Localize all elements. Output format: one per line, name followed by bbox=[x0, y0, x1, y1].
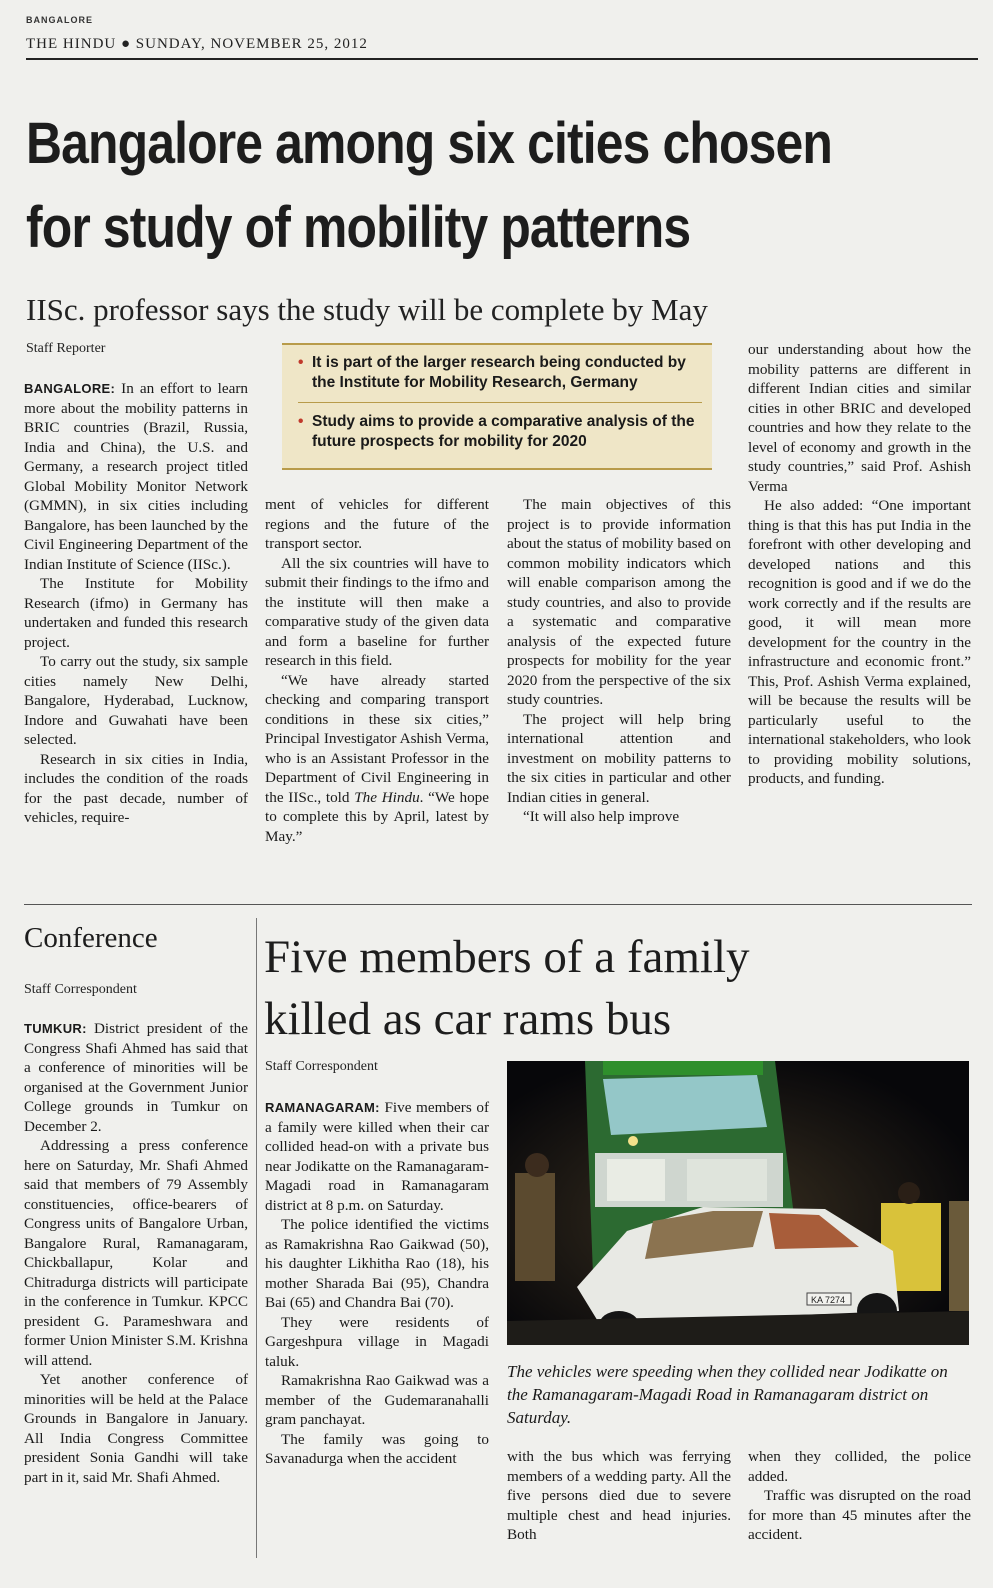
story1-column-4 bbox=[748, 340, 971, 789]
paragraph: our understanding about how the mobility patterns are different in different Indian cities and similar cities in other BRIC and developed countries and how they relate to the level of economy and growth in the study countries,” said Prof. Ashish Verma bbox=[748, 341, 971, 495]
paragraph: The main objectives of this project is to provide information about the status of mobility based on common mobility indicators which will enable comparison among the study countries, and also to provide a systematic and comparative analysis of the expected future prospects for mobility for the year 2020 from the perspective of the six study countries. bbox=[507, 496, 731, 708]
highlight-item: • It is part of the larger research being conducted by the Institute for Mobility Research, Germany bbox=[298, 353, 702, 393]
paragraph bbox=[24, 1019, 248, 1136]
paragraph: ment of vehicles for different regions and the future of the transport sector. bbox=[265, 496, 489, 552]
story1-column-3 bbox=[507, 495, 731, 827]
story1-dateline: BANGALORE: bbox=[24, 381, 116, 396]
paragraph-text: “We have already started checking and comparing transport conditions in these six cities,” Principal Investigator Ashish Verma, who is an Assistant Professor in the Department of Civil Engineering in the IISc., told bbox=[265, 671, 489, 806]
story1-headline-line1: Bangalore among six cities chosen bbox=[26, 111, 832, 176]
story2-column bbox=[24, 1019, 248, 1487]
story3-headline bbox=[264, 926, 964, 1050]
story3-column-3 bbox=[748, 1447, 971, 1545]
paragraph: Yet another conference of minorities will be held at the Palace Grounds in Bangalore in January. All India Congress Committee president Sonia Gandhi will take part in it, said Mr. Shafi Ahmed. bbox=[24, 1371, 248, 1486]
story3-headline-line2: killed as car rams bus bbox=[264, 993, 672, 1045]
paragraph: The police identified the victims as Ramakrishna Rao Gaikwad (50), his daughter Likhitha Rao (18), his mother Sharada Bai (95), Chandra Bai (65) and Chandra Bai (70). bbox=[265, 1216, 489, 1311]
accident-photo bbox=[507, 1061, 969, 1345]
header-rule bbox=[26, 58, 978, 60]
story1-byline: Staff Reporter bbox=[26, 341, 106, 356]
dateline: THE HINDU ● SUNDAY, NOVEMBER 25, 2012 bbox=[26, 36, 368, 52]
paragraph-text: District president of the Congress Shafi Ahmed has said that a conference of minorities will be organised at the Government Junior College grounds in Tumkur on December 2. bbox=[24, 1020, 248, 1135]
highlight-divider bbox=[298, 402, 702, 403]
highlight-item: • Study aims to provide a comparative analysis of the future prospects for mobility for 2020 bbox=[298, 412, 702, 452]
paragraph-text: . “We hope to complete this by April, latest by May.” bbox=[265, 788, 490, 845]
story-divider bbox=[24, 904, 972, 905]
paragraph: Traffic was disrupted on the road for more than 45 minutes after the accident. bbox=[748, 1487, 971, 1543]
story3-byline: Staff Correspondent bbox=[265, 1059, 378, 1074]
column-divider bbox=[256, 918, 257, 1558]
newspaper-name: The Hindu bbox=[354, 788, 420, 806]
story3-column-1 bbox=[265, 1098, 489, 1469]
accident-photo-image bbox=[507, 1061, 969, 1345]
paragraph-text: Five members of a family were killed when their car collided head-on with a private bus near Jodikatte on the Ramanagaram-Magadi road in Ramanagaram district at 8 p.m. on Saturday. bbox=[265, 1099, 489, 1214]
story3-headline-line1: Five members of a family bbox=[264, 931, 750, 983]
story1-headline bbox=[26, 102, 843, 270]
paragraph: when they collided, the police added. bbox=[748, 1448, 971, 1485]
paragraph: Addressing a press conference here on Saturday, Mr. Shafi Ahmed said that members of 79 Assembly constituencies, office-bearers of Congress units of Bangalore Urban, Bangalore Rural, Ramanagaram, Chickballapur, Kolar and Chitradurga districts will participate in the conference in Tumkur. KPCC president G. Parameshwara and former Union Minister S.M. Krishna will attend. bbox=[24, 1137, 248, 1369]
paragraph: Ramakrishna Rao Gaikwad was a member of the Gudemaranahalli gram panchayat. bbox=[265, 1372, 489, 1428]
story2-byline: Staff Correspondent bbox=[24, 982, 137, 997]
paragraph-text: In an effort to learn more about the mobility patterns in BRIC countries (Brazil, Russia, India and China), the U.S. and Germany, a research project titled Global Mobility Monitor Network (GMMN), in six cities including Bangalore, has been launched by the Civil Engineering Department of the Indian Institute of Science (IISc.). bbox=[24, 380, 249, 573]
number-plate: KA 7274 bbox=[811, 1295, 846, 1305]
dateline-city: BANGALORE bbox=[26, 15, 93, 25]
paragraph: The project will help bring international attention and investment on mobility patterns to the six cities in particular and other Indian cities in general. bbox=[507, 710, 731, 806]
story2-dateline: TUMKUR: bbox=[24, 1021, 87, 1036]
photo-caption: The vehicles were speeding when they collided near Jodikatte on the Ramanagaram-Magadi Road in Ramanagaram district on Saturday. bbox=[507, 1362, 948, 1427]
story3-dateline: RAMANAGARAM: bbox=[265, 1100, 380, 1115]
paragraph: All the six countries will have to submit their findings to the ifmo and the institute will then make a comparative study of the given data and form a baseline for further research in this field. bbox=[265, 554, 489, 669]
paragraph: To carry out the study, six sample cities namely New Delhi, Bangalore, Hyderabad, Lucknow, Indore and Guwahati have been selected. bbox=[24, 653, 248, 748]
paragraph: with the bus which was ferrying members of a wedding party. All the five persons died due to severe multiple chest and head injuries. Both bbox=[507, 1448, 731, 1543]
paragraph: “It will also help improve bbox=[523, 808, 680, 825]
paragraph: The Institute for Mobility Research (ifmo) in Germany has undertaken and funded this research project. bbox=[24, 575, 248, 651]
paragraph bbox=[24, 379, 248, 574]
story1-headline-line2: for study of mobility patterns bbox=[26, 195, 691, 260]
paragraph: The family was going to Savanadurga when the accident bbox=[265, 1430, 489, 1467]
paragraph: He also added: “One important thing is that this has put India in the forefront with other developing and developed nations and this recognition is good and if we do the work correctly and if the results are good, it will mean more development for the country in the infrastructure and economic front.” This, Prof. Ashish Verma explained, will be because the results will be particularly useful to the international stakeholders, who look to providing mobility solutions, products, and funding. bbox=[748, 497, 971, 787]
story3-column-2 bbox=[507, 1447, 731, 1545]
story2-headline: Conference bbox=[24, 922, 158, 954]
story1-column-1 bbox=[24, 379, 248, 828]
story1-column-2 bbox=[265, 495, 489, 846]
paragraph: They were residents of Gargeshpura village in Magadi taluk. bbox=[265, 1313, 489, 1370]
paragraph bbox=[265, 671, 489, 847]
paragraph bbox=[265, 1098, 489, 1215]
story1-subhead: IISc. professor says the study will be complete by May bbox=[26, 292, 708, 327]
paragraph: Research in six cities in India, includes the condition of the roads for the past decade, number of vehicles, require- bbox=[24, 750, 248, 826]
story1-highlights-box bbox=[282, 343, 712, 470]
